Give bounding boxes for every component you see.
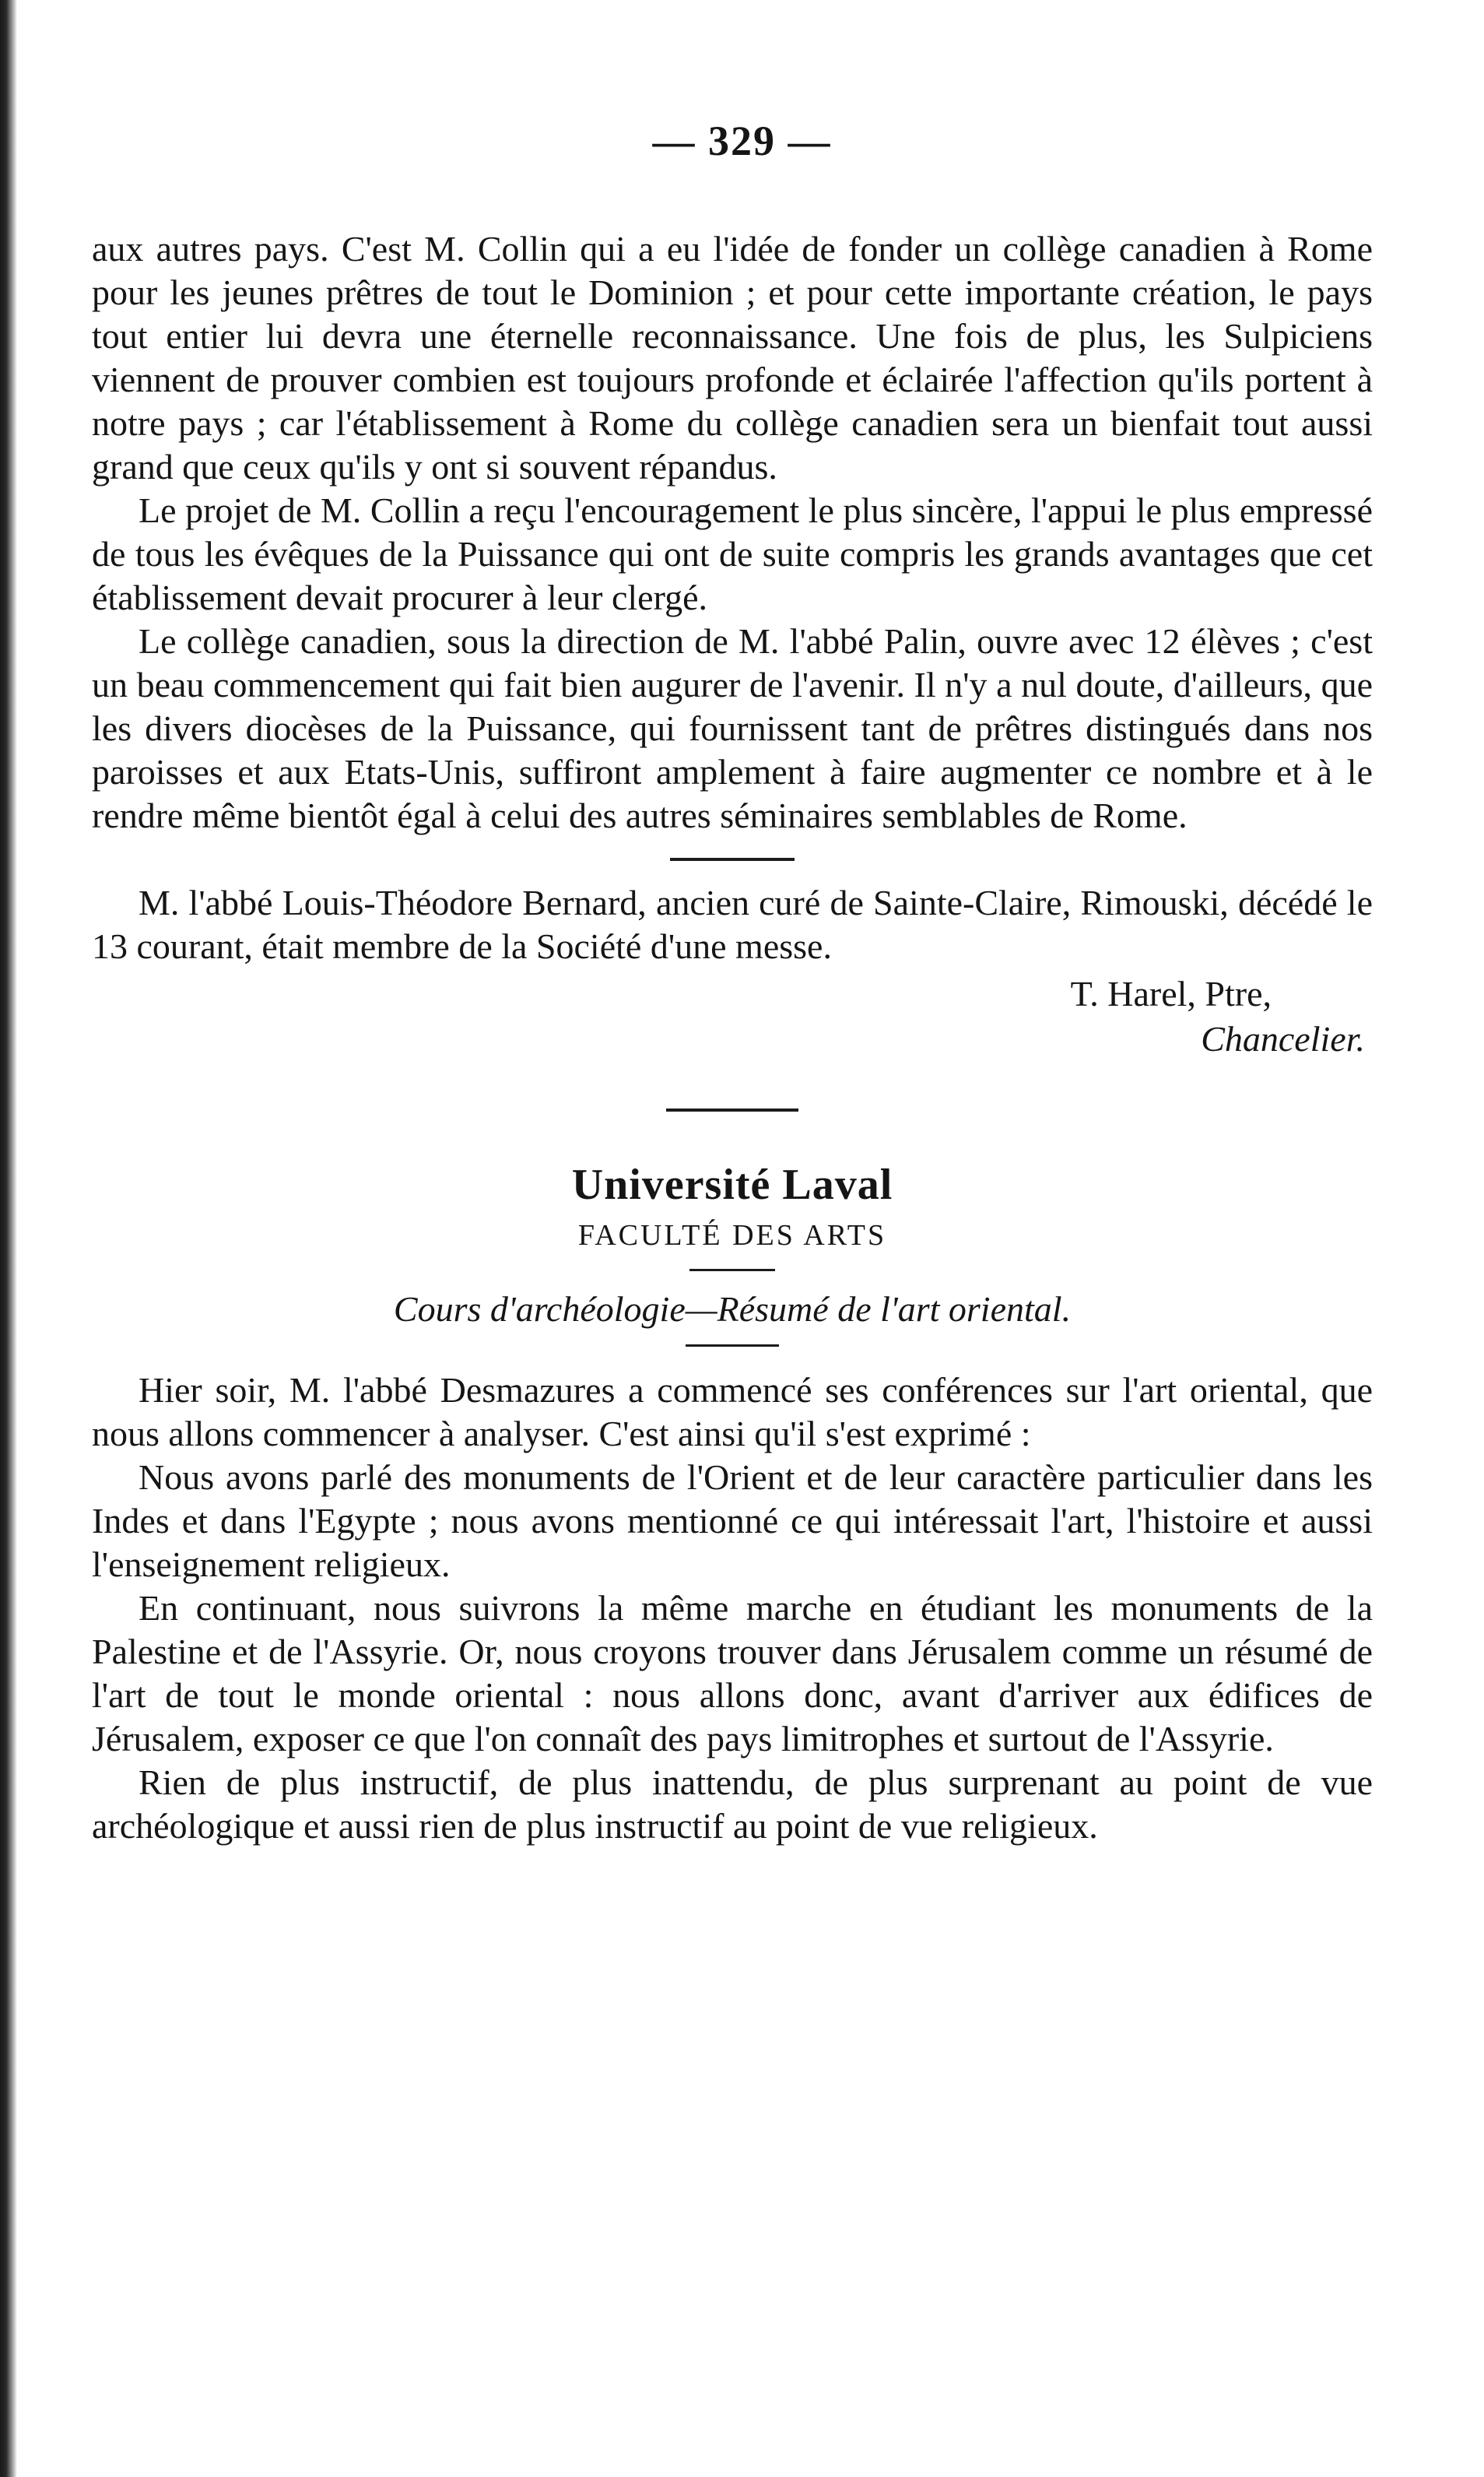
signature-name: T. Harel, Ptre, <box>1070 974 1272 1014</box>
university-title: Université Laval <box>571 1161 893 1209</box>
article-paragraph-4: Rien de plus instructif, de plus inattendu, de plus surprenant au point de vue archéologique et aussi rien de plus instructif au point de vue religieux. <box>92 1762 1373 1846</box>
note-paragraph-2: Le projet de M. Collin a reçu l'encouragement le plus sincère, l'appui le plus empressé de tous les évêques de la Puissance qui ont de suite compris les grands avantages que cet établissement devait procurer à leur clergé. <box>92 490 1373 617</box>
university-header <box>92 1158 1373 1347</box>
faculty-title: FACULTÉ DES ARTS <box>577 1219 887 1252</box>
obituary-paragraph: M. l'abbé Louis-Théodore Bernard, ancien curé de Sainte-Claire, Rimouski, décédé le 13 courant, était membre de la Société d'une messe. <box>92 883 1373 966</box>
separator-rule <box>686 1344 779 1347</box>
article-paragraph-1: Hier soir, M. l'abbé Desmazures a commencé ses conférences sur l'art oriental, que nous allons commencer à analyser. C'est ainsi qu'il s'est exprimé : <box>92 1370 1373 1453</box>
page-edge <box>0 0 17 2477</box>
page-content <box>92 227 1373 1848</box>
separator-rule <box>666 1109 798 1112</box>
page-number: — 329 — <box>652 118 832 164</box>
course-title: Cours d'archéologie—Résumé de l'art oriental. <box>393 1289 1072 1329</box>
note-paragraph-3: Le collège canadien, sous la direction de M. l'abbé Palin, ouvre avec 12 élèves ; c'est un beau commencement qui fait bien augurer de l'avenir. Il n'y a nul doute, d'ailleurs, que les divers diocèses de la Puissance, qui fournissent tant de prêtres distingués dans nos paroisses et aux Etats-Unis, suffiront amplement à faire augmenter ce nombre et à le rendre même bientôt égal à celui des autres séminaires semblables de Rome. <box>92 621 1373 835</box>
separator-rule <box>670 858 795 861</box>
note-paragraph-1: aux autres pays. C'est M. Collin qui a eu l'idée de fonder un collège canadien à Rome pour les jeunes prêtres de tout le Dominion ; et pour cette importante création, le pays tout entier lui devra une éternelle reconnaissance. Une fois de plus, les Sulpiciens viennent de prouver combien est toujours profonde et éclairée l'affection qu'ils portent à notre pays ; car l'établissement à Rome du collège canadien sera un bienfait tout aussi grand que ceux qu'ils y ont si souvent répandus. <box>92 229 1373 487</box>
signature-title: Chancelier. <box>1201 1019 1365 1059</box>
article-paragraph-3: En continuant, nous suivrons la même marche en étudiant les monuments de la Palestine et de l'Assyrie. Or, nous croyons trouver dans Jérusalem comme un résumé de l'art de tout le monde oriental : nous allons donc, avant d'arriver aux édifices de Jérusalem, exposer ce que l'on connaît des pays limitrophes et surtout de l'Assyrie. <box>92 1588 1373 1758</box>
separator-rule <box>689 1269 775 1271</box>
article-paragraph-2: Nous avons parlé des monuments de l'Orient et de leur caractère particulier dans les Indes et dans l'Egypte ; nous avons mentionné ce qui intéressait l'art, l'histoire et aussi l'enseignement religieux. <box>92 1457 1373 1584</box>
